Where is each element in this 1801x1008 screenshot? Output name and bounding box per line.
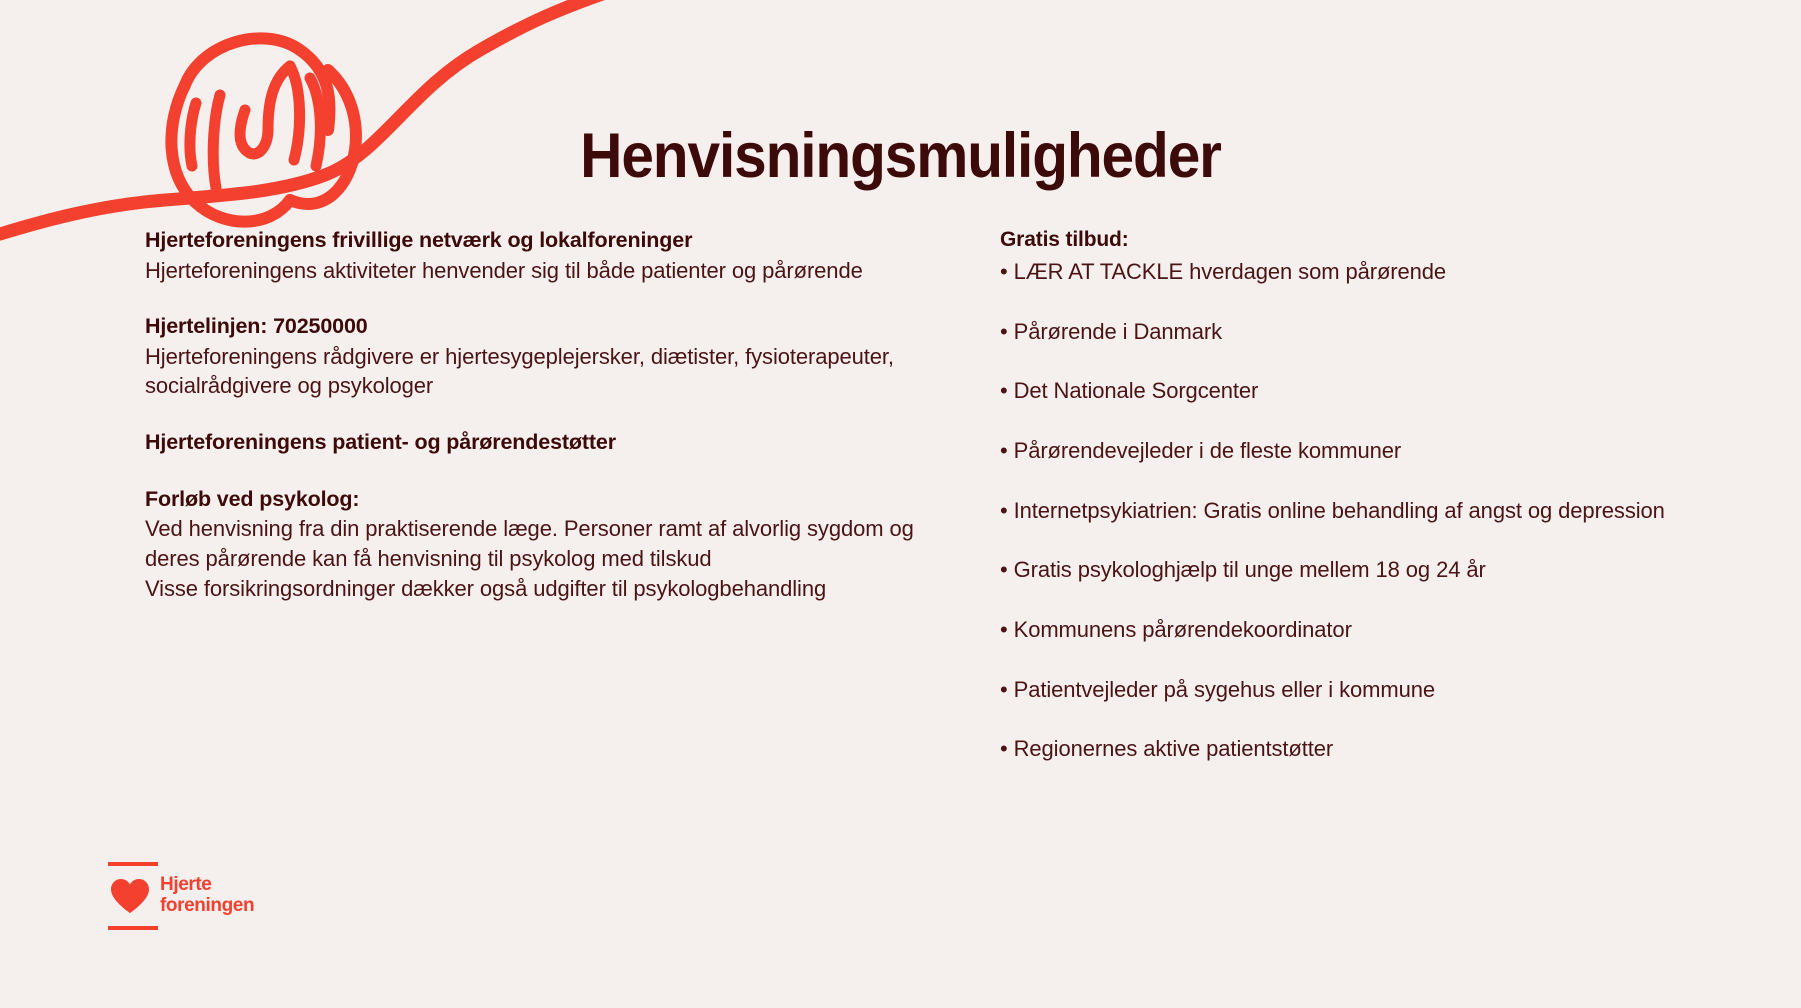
list-item: • Pårørende i Danmark [1000, 318, 1223, 344]
logo-wordmark-line2: foreningen [160, 895, 255, 917]
block-hjertelinjen [145, 311, 935, 401]
page-title: Henvisningsmuligheder [580, 121, 1221, 192]
list-item: • Det Nationale Sorgcenter [1000, 378, 1259, 404]
heart-icon [110, 878, 150, 914]
logo-wordmark-line1: Hjerte [160, 874, 212, 895]
block-body: Ved henvisning fra din praktiserende læge. Personer ramt af alvorlig sygdom og deres pårørende kan få henvisning til psykolog med tilskud [145, 516, 914, 571]
right-column [1000, 225, 1780, 764]
gratis-tilbud-heading: Gratis tilbud: [1000, 228, 1129, 251]
block-heading: Forløb ved psykolog: [145, 486, 360, 511]
list-item: • Kommunens pårørendekoordinator [1000, 616, 1352, 642]
list-item: • Regionernes aktive patientstøtter [1000, 736, 1334, 762]
list-item: • Internetpsykiatrien: Gratis online behandling af angst og depression [1000, 497, 1665, 523]
content-columns [0, 225, 1801, 845]
block-heading: Hjertelinjen: 70250000 [145, 314, 368, 339]
list-item: • Gratis psykologhjælp til unge mellem 18 og 24 år [1000, 557, 1486, 583]
hjerteforeningen-logo [108, 862, 298, 930]
block-heading: Hjerteforeningens patient- og pårørendestøtter [145, 430, 616, 455]
logo-rule-bottom [108, 926, 158, 930]
block-heading: Hjerteforeningens frivillige netværk og lokalforeninger [145, 228, 693, 252]
block-patientstoetter [145, 427, 935, 458]
block-body: Hjerteforeningens aktiviteter henvender sig til både patienter og pårørende [145, 257, 863, 283]
list-item: • Patientvejleder på sygehus eller i kommune [1000, 676, 1435, 702]
block-frivillige-netvaerk [145, 225, 935, 285]
block-body: Hjerteforeningens rådgivere er hjertesygeplejersker, diætister, fysioterapeuter, socialrådgivere og psykologer [145, 343, 894, 399]
list-item: • Pårørendevejleder i de fleste kommuner [1000, 437, 1402, 463]
logo-wordmark [160, 874, 254, 917]
left-column [145, 225, 935, 603]
logo-rule-top [108, 862, 158, 866]
block-forloeb-ved-psykolog [145, 484, 935, 604]
block-body-secondary: Visse forsikringsordninger dækker også udgifter til psykologbehandling [145, 575, 827, 601]
list-item: • LÆR AT TACKLE hverdagen som pårørende [1000, 258, 1447, 284]
